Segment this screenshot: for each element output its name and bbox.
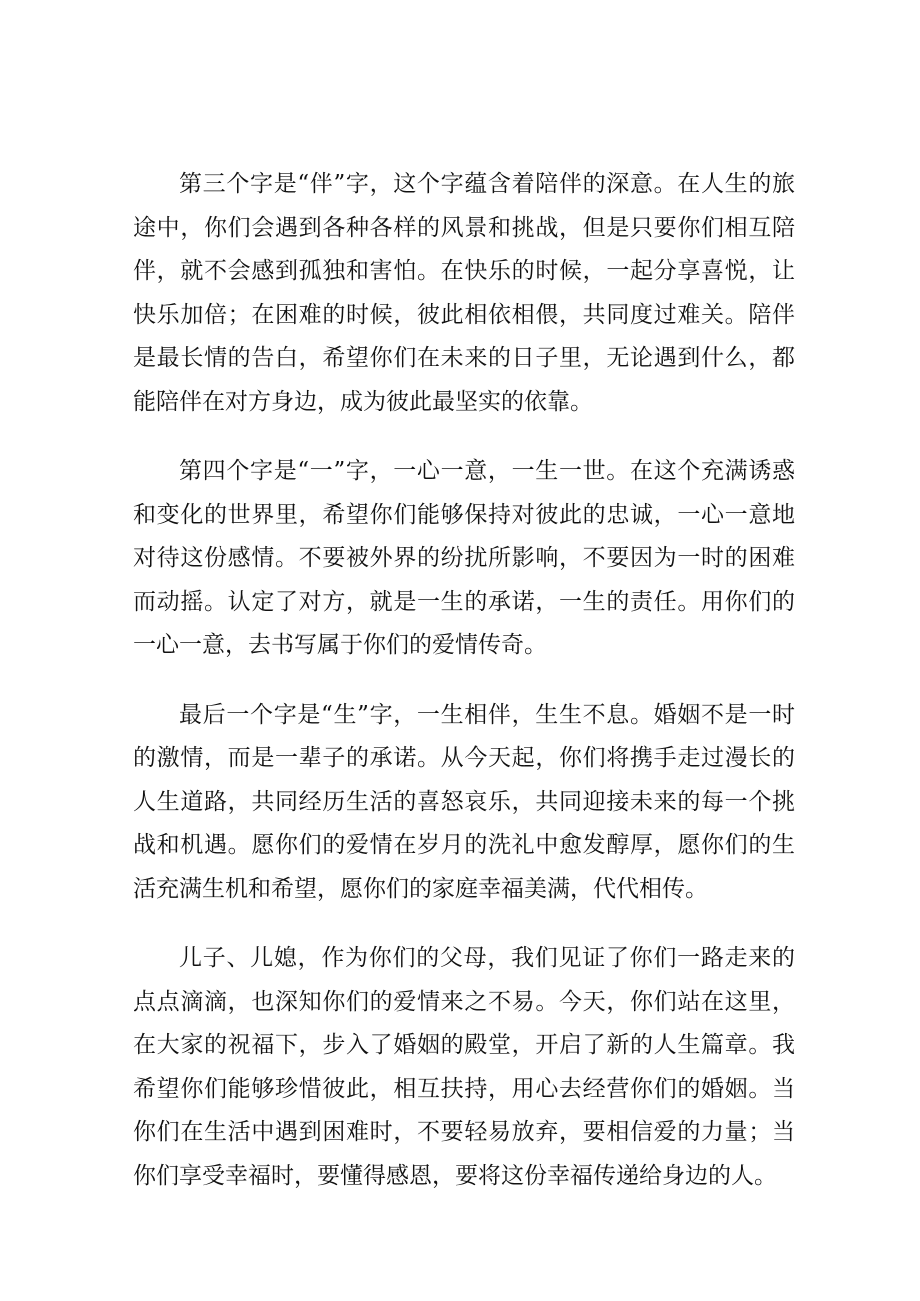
paragraph-ban: 第三个字是“伴”字，这个字蕴含着陪伴的深意。在人生的旅途中，你们会遇到各种各样的风景和挑战，但是只要你们相互陪伴，就不会感到孤独和害怕。在快乐的时候，一起分享喜悦，让快乐加倍；在困难的时候，彼此相依相偎，共同度过难关。陪伴是最长情的告白，希望你们在未来的日子里，无论遇到什么，都能陪伴在对方身边，成为彼此最坚实的依靠。	[133, 171, 795, 415]
paragraph-yi: 第四个字是“一”字，一心一意，一生一世。在这个充满诱惑和变化的世界里，希望你们能够保持对彼此的忠诚，一心一意地对待这份感情。不要被外界的纷扰所影响，不要因为一时的困难而动摇。认定了对方，就是一生的承诺，一生的责任。用你们的一心一意，去书写属于你们的爱情传奇。	[133, 458, 795, 658]
paragraph-sheng: 最后一个字是“生”字，一生相伴，生生不息。婚姻不是一时的激情，而是一辈子的承诺。从今天起，你们将携手走过漫长的人生道路，共同经历生活的喜怒哀乐，共同迎接未来的每一个挑战和机遇。愿你们的爱情在岁月的洗礼中愈发醇厚，愿你们的生活充满生机和希望，愿你们的家庭幸福美满，代代相传。	[133, 701, 795, 902]
paragraph-parents-wish: 儿子、儿媳，作为你们的父母，我们见证了你们一路走来的点点滴滴，也深知你们的爱情来之不易。今天，你们站在这里，在大家的祝福下，步入了婚姻的殿堂，开启了新的人生篇章。我希望你们能够珍惜彼此，相互扶持，用心去经营你们的婚姻。当你们在生活中遇到困难时，不要轻易放弃，要相信爱的力量；当你们享受幸福时，要懂得感恩，要将这份幸福传递给身边的人。	[133, 945, 795, 1189]
document-body	[133, 163, 795, 1198]
